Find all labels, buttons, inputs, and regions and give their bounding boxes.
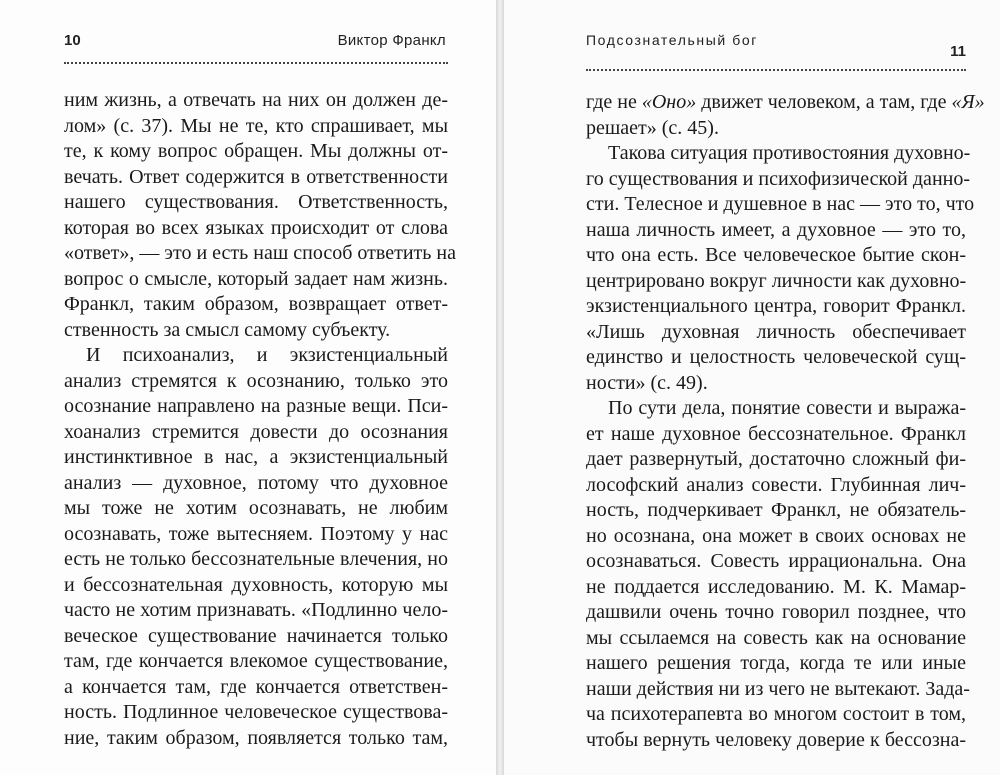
text-line: но осознана, она может в своих основах не <box>586 524 966 547</box>
text-fragment: движет человеком, а там, где <box>696 91 952 113</box>
text-line: ности» (с. 49). <box>586 371 708 394</box>
text-line: часто не хотим признавать. «Подлинно чело- <box>64 599 448 621</box>
text-line: наша личность имеет, а духовное — это то, <box>586 218 966 241</box>
running-head: Виктор Франкл <box>337 32 446 49</box>
text-line: ственность за смысл самому субъекту. <box>64 318 391 341</box>
text-line: анализ — духовное, потому что духовное <box>64 471 448 494</box>
text-line: По сути дела, понятие совести и выража- <box>608 397 966 419</box>
text-line: лом» (с. 37). Мы не те, кто спрашивает, мы <box>64 114 448 137</box>
text-line: мы тоже не хотим осознавать, не любим <box>64 497 448 519</box>
text-line: Такова ситуация противостояния духовно- <box>608 142 971 164</box>
page-number: 11 <box>950 43 966 60</box>
text-line: анализ стремятся к осознанию, только это <box>64 369 448 392</box>
text-line: ность. Подлинное человеческое существова- <box>64 701 448 723</box>
body-text <box>586 90 985 753</box>
italic-quote: «Я» <box>951 91 985 113</box>
text-line: вопрос о смысле, который задает нам жизнь. <box>64 267 448 290</box>
text-line: «ответ», — это и есть наш способ ответить на <box>64 242 456 264</box>
text-fragment: где не <box>586 91 642 113</box>
header-rule <box>64 62 448 64</box>
text-line: дашвили очень точно говорил позднее, что <box>586 601 966 623</box>
text-line: осознание направлено на разные вещи. Пси- <box>64 395 448 417</box>
text-line: нашего решения тогда, когда те или иные <box>586 652 966 674</box>
text-line: инстинктивное в нас, а экзистенциальный <box>64 446 448 468</box>
text-line: решает» (с. 45). <box>586 116 719 139</box>
text-line: «Лишь духовная личность обеспечивает <box>586 320 966 343</box>
text-line: ет наше духовное бессознательное. Франкл <box>586 422 966 445</box>
page-number: 10 <box>64 32 81 49</box>
left-page <box>0 0 496 775</box>
text-line: ность, подчеркивает Франкл, не обязатель- <box>586 499 966 521</box>
text-line: центрировано вокруг личности как духовно- <box>586 269 967 292</box>
text-line: И психоанализ, и экзистенциальный <box>86 344 448 366</box>
text-line: чтобы вернуть человеку доверие к бессозна- <box>586 728 966 751</box>
text-line: вечать. Ответ содержится в ответственности <box>64 165 448 188</box>
text-line: веческое существование начинается только <box>64 624 448 647</box>
left-page-header <box>64 30 446 52</box>
text-line: которая во всех языках происходит от слова <box>64 216 448 239</box>
italic-quote: «Оно» <box>641 91 697 113</box>
text-line: не поддается исследованию. М. К. Мамар- <box>586 575 966 598</box>
body-text <box>64 88 456 751</box>
text-line: ча психотерапевта во многом состоит в том, <box>586 703 966 725</box>
text-line: экзистенциального центра, говорит Франкл. <box>586 295 966 317</box>
text-line: единство и целостность человеческой сущ- <box>586 346 966 368</box>
text-line: мы ссылаемся на совесть как на основание <box>586 626 966 649</box>
text-line: есть не только бессознательные влечения, но <box>64 548 448 570</box>
header-rule <box>586 69 966 71</box>
right-page <box>504 0 1000 775</box>
text-line: что она есть. Все человеческое бытие скон- <box>586 244 966 266</box>
text-line: те, к кому вопрос обращен. Мы должны от- <box>64 140 448 162</box>
text-line: ние, таким образом, появляется только там, <box>64 726 448 749</box>
text-line: Франкл, таким образом, возвращает ответ- <box>64 293 448 315</box>
text-line: ним жизнь, а отвечать на них он должен де- <box>64 89 448 111</box>
text-line: наши действия ни из чего не вытекают. Зада- <box>586 677 970 700</box>
right-page-header <box>586 30 966 60</box>
text-line: и бессознательная духовность, которую мы <box>64 573 448 596</box>
text-line: там, где кончается влекомое существование, <box>64 650 448 672</box>
running-head: Подсознательный бог <box>586 32 758 48</box>
text-line: сти. Телесное и душевное в нас — это то, что <box>586 193 975 215</box>
text-line <box>586 90 985 116</box>
text-line: осознавать, тоже вытесняем. Поэтому у нас <box>64 522 448 545</box>
book-gutter <box>496 0 504 775</box>
text-line: го существования и психофизической данно- <box>586 167 971 190</box>
text-line: дает развернутый, достаточно сложный фи- <box>586 448 966 470</box>
text-line: хоанализ стремится довести до осознания <box>64 420 448 443</box>
text-line: а кончается там, где кончается ответствен- <box>64 675 448 698</box>
text-line: лософский анализ совести. Глубинная лич- <box>586 473 966 496</box>
text-line: осознаваться. Совесть иррациональна. Она <box>586 550 966 572</box>
text-line: нашего существования. Ответственность, <box>64 191 448 213</box>
